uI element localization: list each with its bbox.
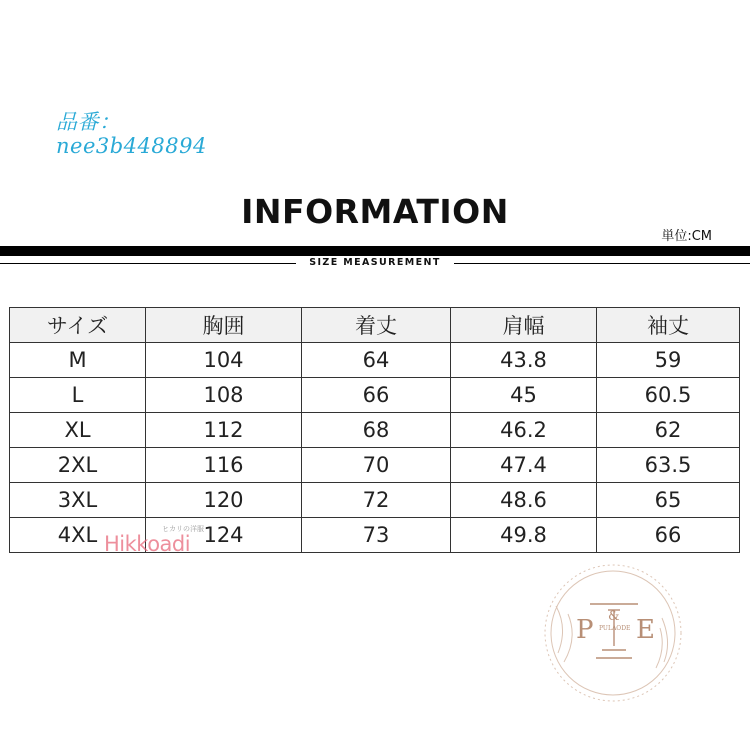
table-row xyxy=(10,448,740,483)
thick-divider xyxy=(0,246,750,256)
page-title xyxy=(0,192,750,231)
table-header-row xyxy=(10,308,740,343)
seal-letter-right: E xyxy=(636,615,655,645)
thin-divider-right xyxy=(454,263,750,264)
cell-shoulder: 46.2 xyxy=(451,413,597,448)
cell-size: 4XL xyxy=(10,518,146,553)
cell-sleeve: 62 xyxy=(597,413,740,448)
cell-chest: 116 xyxy=(146,448,302,483)
cell-length: 64 xyxy=(302,343,451,378)
size-table xyxy=(9,307,740,553)
cell-size: XL xyxy=(10,413,146,448)
header-sleeve: 袖丈 xyxy=(597,308,740,343)
cell-size: 3XL xyxy=(10,483,146,518)
cell-length: 70 xyxy=(302,448,451,483)
cell-shoulder: 45 xyxy=(451,378,597,413)
product-code-block xyxy=(56,110,207,158)
cell-chest: 124 xyxy=(146,518,302,553)
cell-length: 68 xyxy=(302,413,451,448)
cell-length: 72 xyxy=(302,483,451,518)
header-shoulder: 肩幅 xyxy=(451,308,597,343)
brand-seal-logo xyxy=(538,558,688,708)
cell-chest: 120 xyxy=(146,483,302,518)
cell-sleeve: 59 xyxy=(597,343,740,378)
cell-sleeve: 63.5 xyxy=(597,448,740,483)
cell-chest: 104 xyxy=(146,343,302,378)
cell-chest: 108 xyxy=(146,378,302,413)
cell-size: L xyxy=(10,378,146,413)
header-size: サイズ xyxy=(10,308,146,343)
page-title-text: INFORMATION xyxy=(241,192,509,231)
cell-chest: 112 xyxy=(146,413,302,448)
cell-size: M xyxy=(10,343,146,378)
cell-length: 66 xyxy=(302,378,451,413)
watermark-logo-text: Hikkoadi xyxy=(104,532,191,556)
product-code-value: nee3b448894 xyxy=(56,134,207,158)
cell-shoulder: 43.8 xyxy=(451,343,597,378)
cell-sleeve: 65 xyxy=(597,483,740,518)
header-chest: 胸囲 xyxy=(146,308,302,343)
cell-size: 2XL xyxy=(10,448,146,483)
unit-label: 単位:CM xyxy=(661,229,712,244)
cell-length: 73 xyxy=(302,518,451,553)
cell-shoulder: 48.6 xyxy=(451,483,597,518)
cell-sleeve: 66 xyxy=(597,518,740,553)
cell-sleeve: 60.5 xyxy=(597,378,740,413)
table-row xyxy=(10,483,740,518)
table-row xyxy=(10,518,740,553)
table-row xyxy=(10,413,740,448)
table-row xyxy=(10,378,740,413)
thin-divider-left xyxy=(0,263,296,264)
product-code-label: 品番： xyxy=(56,110,121,134)
cell-shoulder: 47.4 xyxy=(451,448,597,483)
seal-letter-left: P xyxy=(576,615,594,645)
header-length: 着丈 xyxy=(302,308,451,343)
section-subtitle: SIZE MEASUREMENT xyxy=(309,257,441,268)
seal-brand: PULAODE xyxy=(599,625,631,632)
watermark-logo-subtext: ヒカリの洋服 xyxy=(162,525,204,533)
cell-shoulder: 49.8 xyxy=(451,518,597,553)
table-row xyxy=(10,343,740,378)
seal-ampersand: & xyxy=(608,609,620,624)
